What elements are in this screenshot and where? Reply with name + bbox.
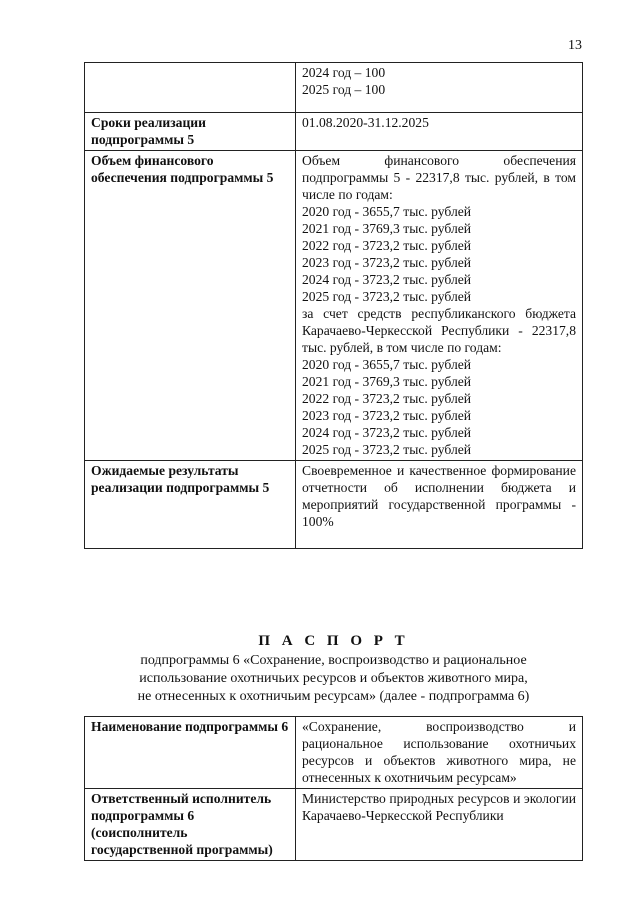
year-line: 2025 год - 3723,2 тыс. рублей: [302, 289, 472, 304]
year-line: 2023 год - 3723,2 тыс. рублей: [302, 255, 472, 270]
financing-cell: [296, 151, 583, 461]
table-row: [85, 151, 583, 461]
table-row: [85, 63, 583, 113]
year-line: 2024 год - 3723,2 тыс. рублей: [302, 425, 472, 440]
year-line: 2023 год - 3723,2 тыс. рублей: [302, 408, 472, 423]
empty-label-cell: [85, 63, 296, 113]
financing-budget-intro: за счет средств республиканского бюджета Карачаево-Черкесской Республики - 22317,8 тыс. рублей, в том числе по годам:: [302, 306, 576, 355]
table-row: [85, 717, 583, 789]
row-value: Своевременное и качественное формирование отчетности об исполнении бюджета и мероприятий государственной программы - 100%: [296, 461, 583, 549]
year-line: 2022 год - 3723,2 тыс. рублей: [302, 391, 472, 406]
year-line: 2025 год – 100: [302, 82, 386, 97]
year-line: 2020 год - 3655,7 тыс. рублей: [302, 357, 472, 372]
row-label: Объем финансового обеспечения подпрограммы 5: [85, 151, 296, 461]
table-row: [85, 113, 583, 151]
row-label: Ожидаемые результаты реализации подпрограммы 5: [85, 461, 296, 549]
subtitle-line: не отнесенных к охотничьим ресурсам» (далее - подпрограмма 6): [137, 689, 530, 704]
subprogram-5-table: [84, 62, 583, 549]
year-line: 2022 год - 3723,2 тыс. рублей: [302, 238, 472, 253]
row-value: «Сохранение, воспроизводство и рациональное использование охотничьих ресурсов и объектов животного мира, не отнесенных к охотничьим ресурсам»: [296, 717, 583, 789]
year-line: 2021 год - 3769,3 тыс. рублей: [302, 221, 472, 236]
continuation-cell: [296, 63, 583, 113]
row-label: Сроки реализации подпрограммы 5: [85, 113, 296, 151]
year-line: 2021 год - 3769,3 тыс. рублей: [302, 374, 472, 389]
row-label: Наименование подпрограммы 6: [85, 717, 296, 789]
row-value: Министерство природных ресурсов и экологии Карачаево-Черкесской Республики: [296, 789, 583, 861]
year-line: 2020 год - 3655,7 тыс. рублей: [302, 204, 472, 219]
subtitle-line: использование охотничьих ресурсов и объектов животного мира,: [139, 671, 528, 686]
table-row: [85, 789, 583, 861]
table-row: [85, 461, 583, 549]
subtitle-line: подпрограммы 6 «Сохранение, воспроизводство и рациональное: [140, 653, 527, 668]
passport-title: П А С П О Р Т: [258, 633, 409, 649]
row-label: Ответственный исполнитель подпрограммы 6 (соисполнитель государственной программы): [85, 789, 296, 861]
year-line: 2025 год - 3723,2 тыс. рублей: [302, 442, 472, 457]
page-number: 13: [568, 38, 582, 53]
subprogram-6-table: [84, 716, 583, 861]
year-line: 2024 год – 100: [302, 65, 386, 80]
row-value: 01.08.2020-31.12.2025: [296, 113, 583, 151]
financing-intro: Объем финансового обеспечения подпрограммы 5 - 22317,8 тыс. рублей, в том числе по годам:: [302, 153, 576, 202]
passport-subtitle: [84, 652, 583, 706]
year-line: 2024 год - 3723,2 тыс. рублей: [302, 272, 472, 287]
